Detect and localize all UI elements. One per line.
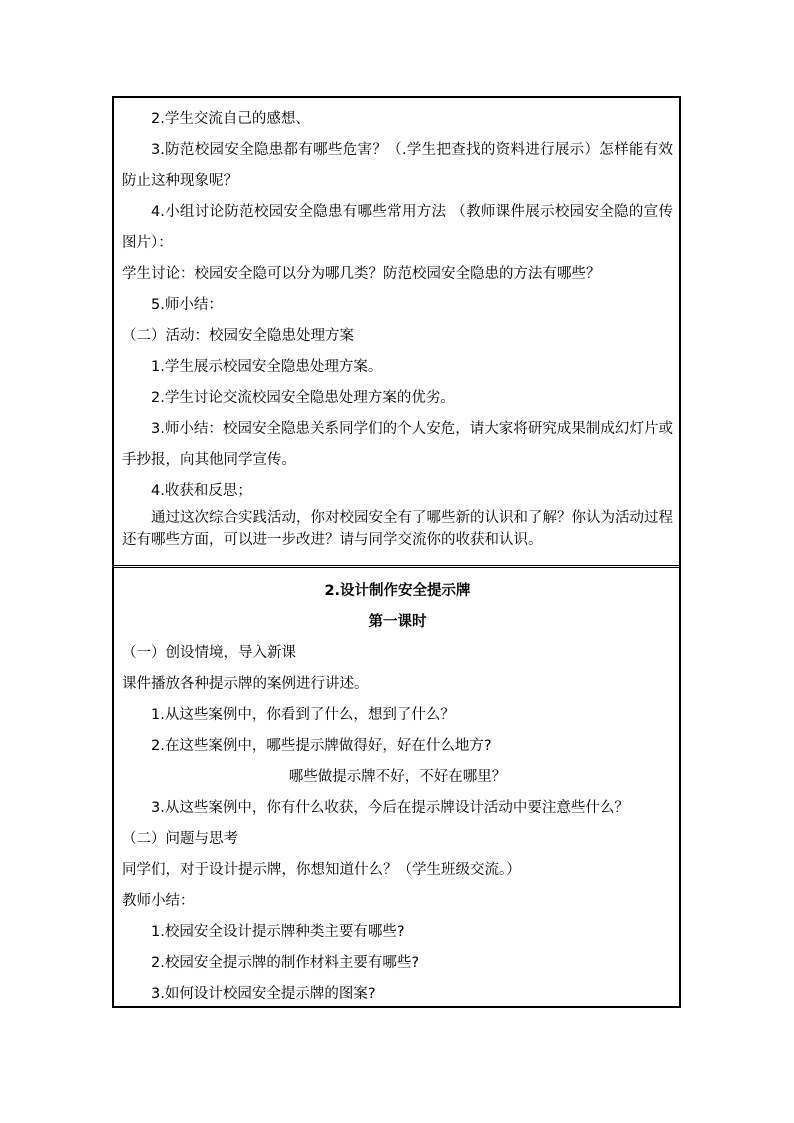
text-line: 3.从这些案例中，你有什么收获，今后在提示牌设计活动中要注意些什么？ bbox=[151, 800, 629, 816]
text-line: 通过这次综合实践活动，你对校园安全有了哪些新的认识和了解？你认为活动过程还有哪些方面，可以进一步改进？请与同学交流你的收获和认识。 bbox=[122, 510, 673, 548]
text-line: 2.校园安全提示牌的制作材料主要有哪些? bbox=[151, 955, 420, 971]
text-line: 3.防范校园安全隐患都有哪些危害？（.学生把查找的资料进行展示）怎样能有效防止这种现象呢？ bbox=[122, 142, 673, 189]
text-line: 4.小组讨论防范校园安全隐患有哪些常用方法 （教师课件展示校园安全隐的宣传图片）： bbox=[122, 204, 673, 251]
text-line: 3.如何设计校园安全提示牌的图案? bbox=[151, 986, 376, 1002]
lesson-title: 2.设计制作安全提示牌 bbox=[324, 583, 471, 599]
text-line: 学生讨论：校园安全隐可以分为哪几类？防范校园安全隐患的方法有哪些？ bbox=[122, 266, 601, 282]
text-line: 2.在这些案例中，哪些提示牌做得好，好在什么地方? bbox=[151, 738, 492, 754]
lesson-cell-sign-design bbox=[114, 565, 679, 1006]
lesson-table bbox=[112, 96, 681, 1008]
text-line: 2.学生讨论交流校园安全隐患处理方案的优劣。 bbox=[151, 390, 455, 406]
text-line: 4.收获和反思； bbox=[151, 483, 252, 499]
lesson-cell-activity bbox=[114, 98, 679, 565]
text-line: 2.学生交流自己的感想、 bbox=[151, 111, 310, 127]
text-line: 同学们，对于设计提示牌，你想知道什么？（学生班级交流。） bbox=[122, 862, 521, 878]
section-heading: （一）创设情境，导入新课 bbox=[122, 645, 296, 661]
lesson-subtitle: 第一课时 bbox=[368, 614, 427, 630]
text-line: 5.师小结： bbox=[151, 297, 223, 313]
section-heading: （二）问题与思考 bbox=[122, 831, 238, 847]
text-line: 课件播放各种提示牌的案例进行讲述。 bbox=[122, 676, 369, 692]
text-line: 哪些做提示牌不好，不好在哪里？ bbox=[288, 769, 507, 785]
text-line: 3.师小结：校园安全隐患关系同学们的个人安危，请大家将研究成果制成幻灯片或手抄报，向其他同学宣传。 bbox=[122, 421, 673, 468]
text-line: 教师小结： bbox=[122, 893, 195, 909]
text-line: 1.校园安全设计提示牌种类主要有哪些? bbox=[151, 924, 405, 940]
text-line: 1.从这些案例中，你看到了什么，想到了什么？ bbox=[151, 707, 455, 723]
text-line: 1.学生展示校园安全隐患处理方案。 bbox=[151, 359, 383, 375]
section-heading: （二）活动：校园安全隐患处理方案 bbox=[122, 328, 354, 344]
